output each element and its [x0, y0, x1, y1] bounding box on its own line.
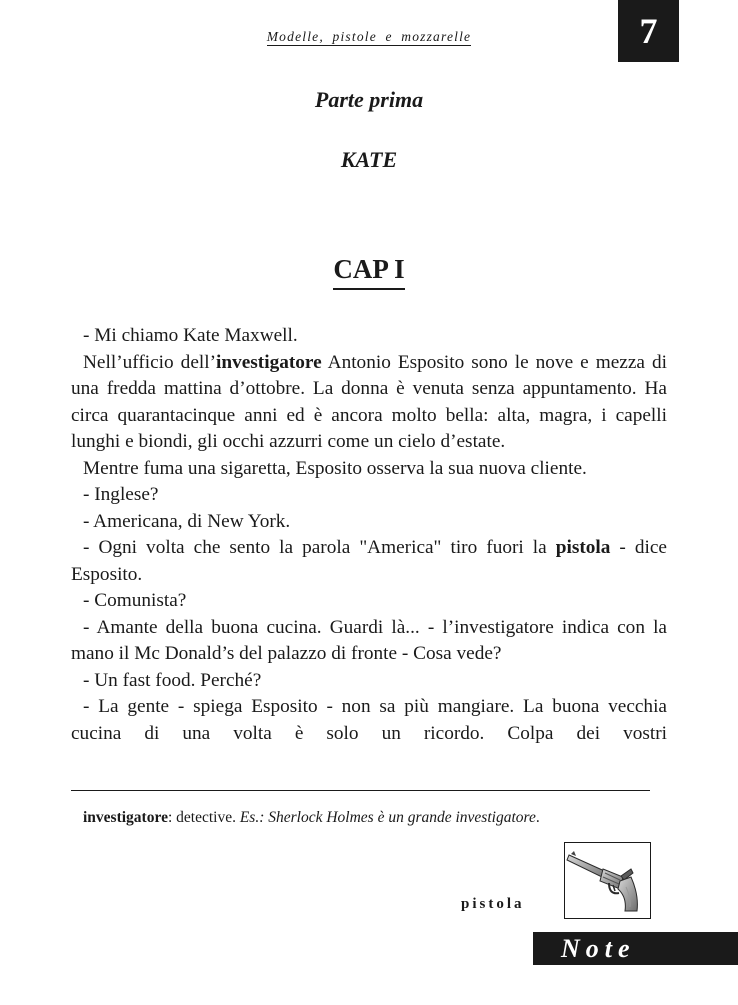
part-title: Parte prima: [314, 87, 424, 112]
paragraph: Mentre fuma una sigaretta, Esposito osserva la sua nuova cliente.: [83, 457, 587, 479]
paragraph: - Amante della buona cucina. Guardi là... - l’investigatore indica con la mano il Mc Donald’s del palazzo di fronte - Cosa vede?: [71, 616, 667, 664]
chapter-title: CAP I: [333, 254, 404, 290]
paragraph: - Comunista?: [83, 590, 187, 611]
text-run: - dice Esposito.: [71, 537, 667, 585]
running-title: Modelle, pistole e mozzarelle: [266, 29, 472, 44]
page-number-box: [618, 0, 679, 62]
glossary-image: [564, 842, 651, 919]
footnote-end: .: [535, 809, 540, 826]
paragraph: [71, 535, 667, 588]
text-run: Nell’ufficio dell’: [83, 351, 217, 373]
paragraph: - Americana, di New York.: [83, 510, 291, 532]
glossed-term: investigatore: [216, 351, 322, 373]
chapter-heading: [0, 254, 738, 290]
footnote-term: investigatore: [83, 809, 168, 826]
paragraph: - La gente - spiega Esposito - non sa più mangiare. La buona vecchia cucina di una volta è solo un ricordo. Colpa dei vostri: [71, 696, 667, 744]
paragraph: - Inglese?: [83, 484, 159, 505]
body-text: [71, 323, 667, 747]
footnote-definition: : detective.: [167, 809, 240, 826]
footnote-divider: [71, 790, 650, 791]
part-name: KATE: [340, 147, 398, 172]
footnote-example: Es.: Sherlock Holmes è un grande investigatore: [239, 809, 536, 826]
text-run: - Ogni volta che sento la parola "America" tiro fuori la: [83, 537, 556, 558]
notes-tab: [533, 932, 738, 965]
glossed-term: pistola: [555, 537, 611, 558]
page-number: 7: [639, 11, 658, 51]
footnote: [83, 809, 663, 827]
glossary-label: pistola: [461, 896, 525, 912]
text-run: Antonio Esposito sono le nove e mezza di una fredda mattina d’ottobre. La donna è venuta senza appuntamento. Ha circa quarantacinque anni ed è ancora molto bella: alta, magra, i capelli lunghi e biondi, gli occhi azzurri come un cielo d’estate.: [71, 351, 667, 452]
paragraph: [71, 350, 667, 456]
notes-label: Note: [561, 933, 636, 963]
revolver-icon: [565, 843, 650, 918]
paragraph: - Un fast food. Perché?: [83, 669, 262, 691]
paragraph: - Mi chiamo Kate Maxwell.: [83, 325, 298, 346]
